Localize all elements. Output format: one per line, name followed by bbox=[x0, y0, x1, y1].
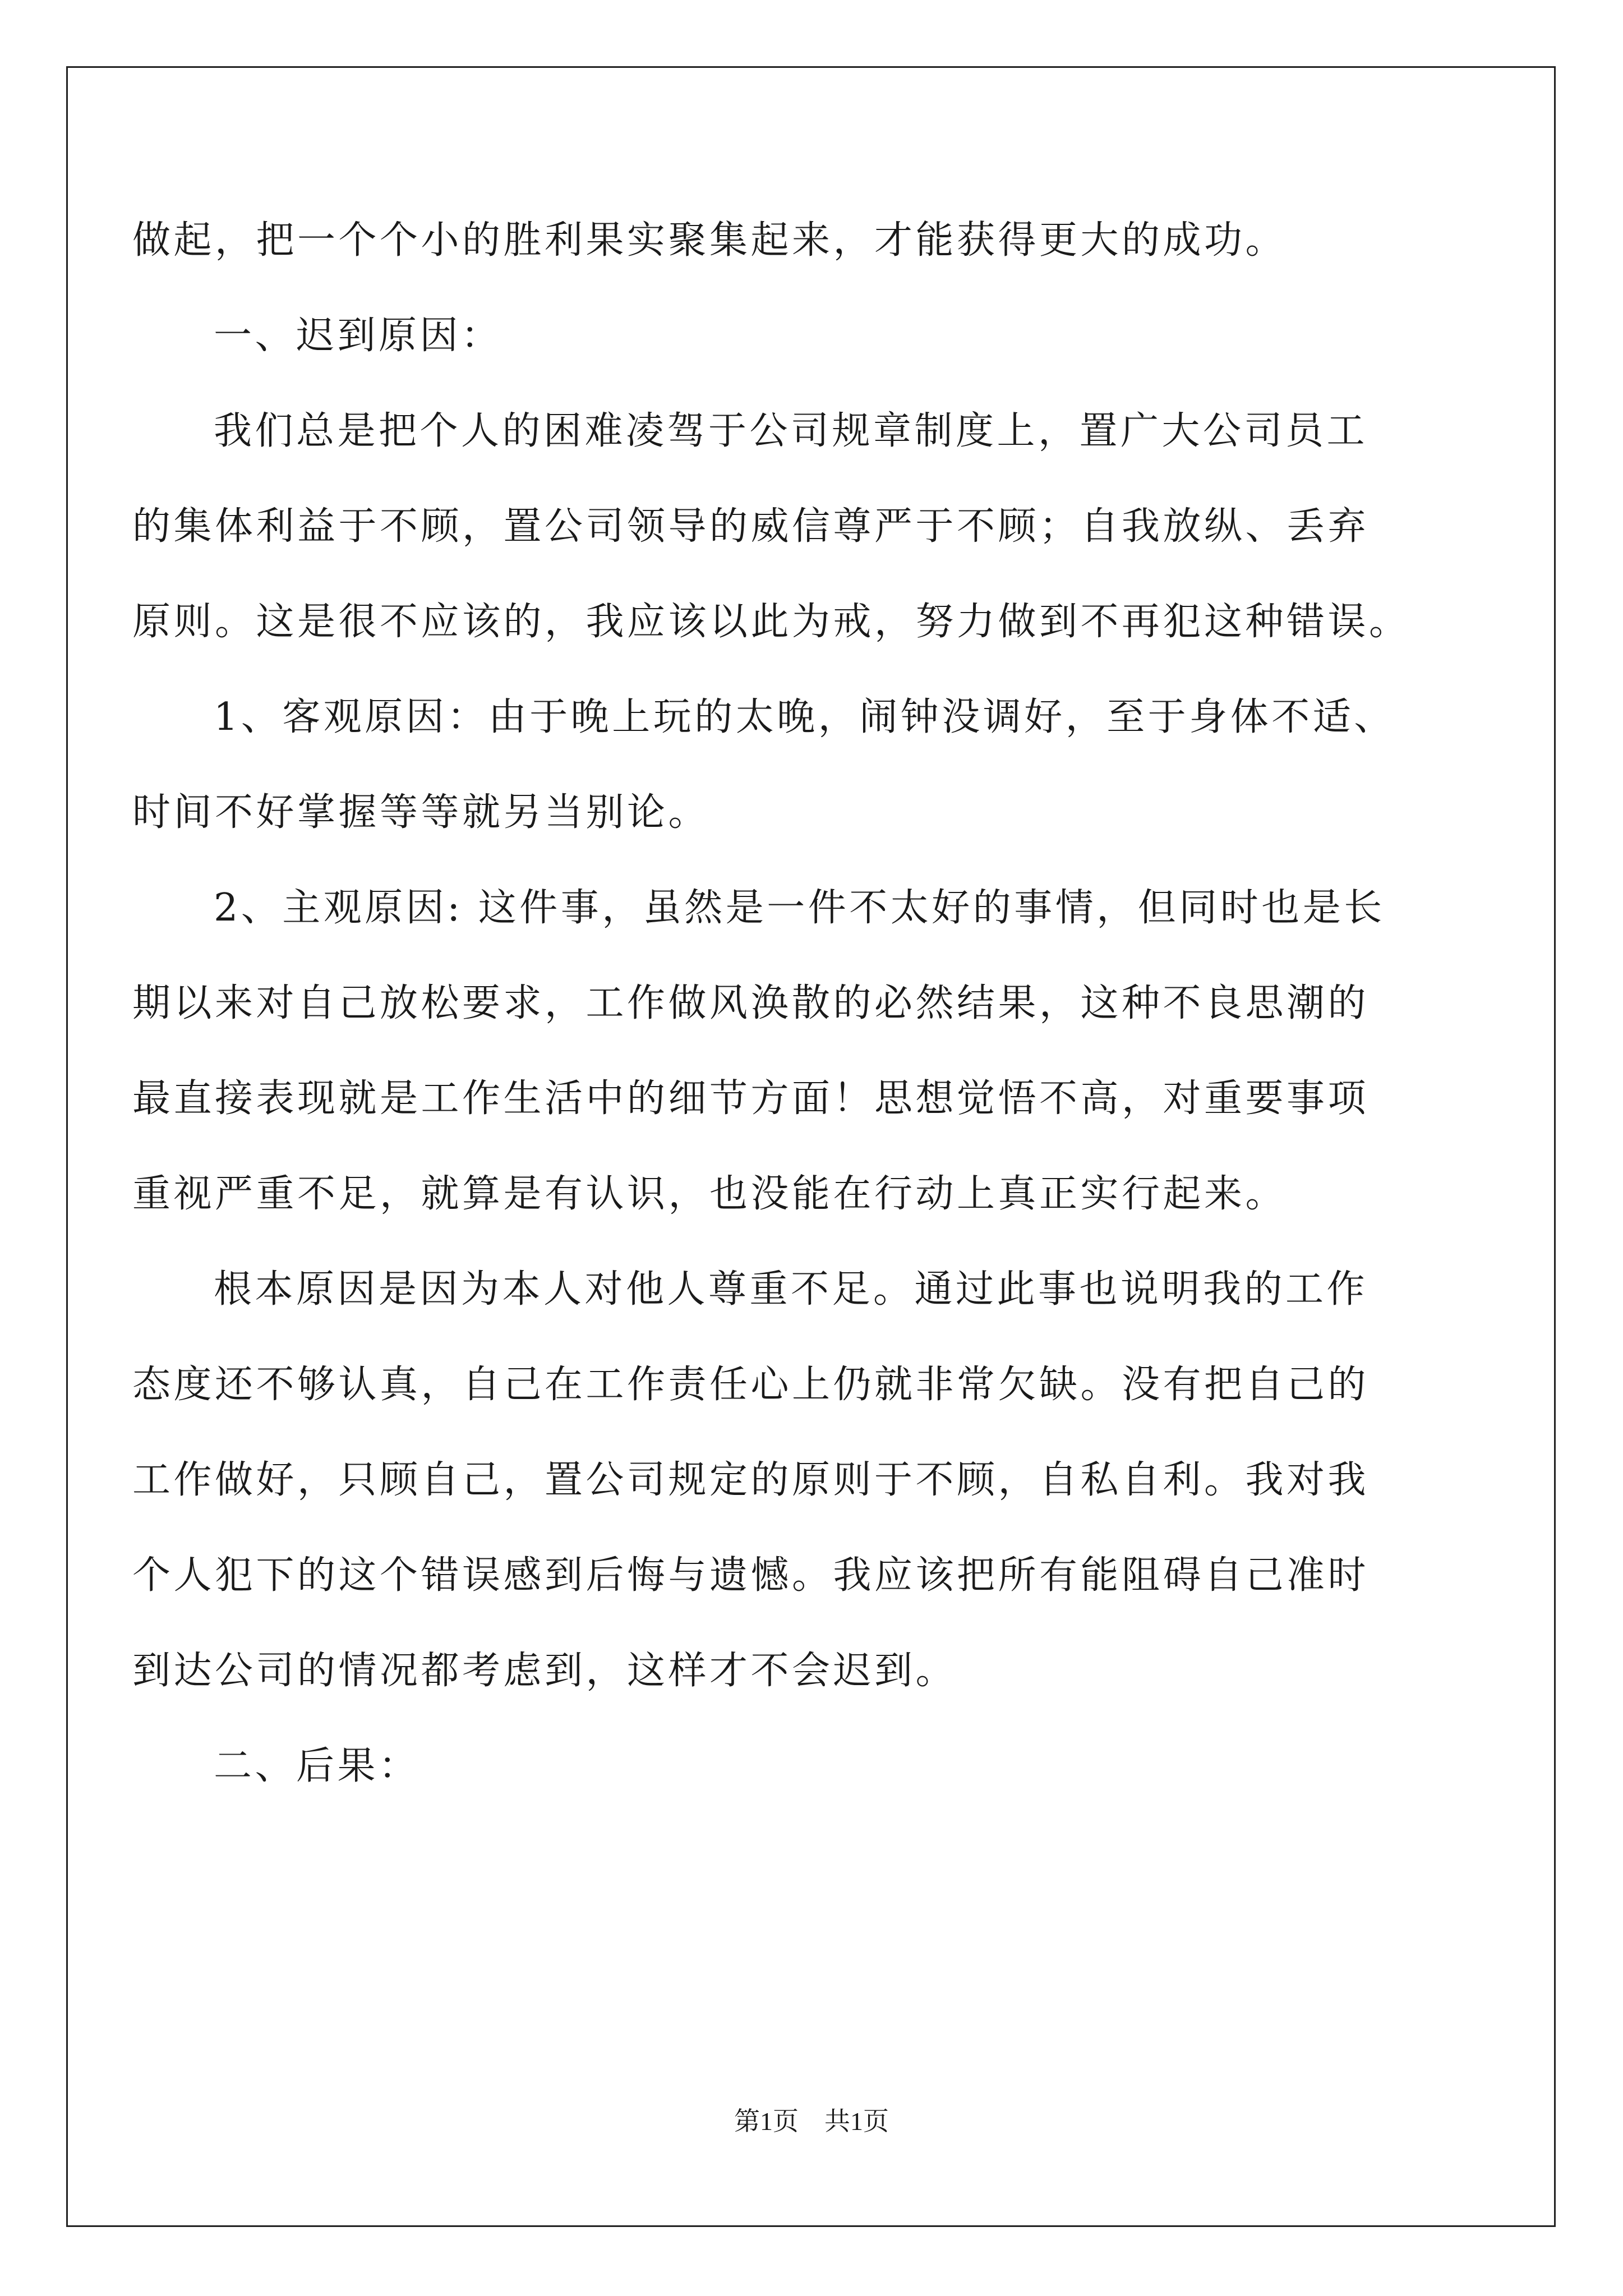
text-line: 个人犯下的这个错误感到后悔与遗憾。我应该把所有能阻碍自己准时 bbox=[132, 1553, 1370, 1598]
text-line: 2、主观原因: 这件事，虽然是一件不太好的事情，但同时也是长 bbox=[214, 886, 1385, 930]
text-line: 原则。这是很不应该的，我应该以此为戒，努力做到不再犯这种错误。 bbox=[132, 600, 1410, 644]
section-heading: 一、迟到原因： bbox=[214, 314, 502, 358]
page-border bbox=[66, 66, 1556, 2227]
text-line: 重视严重不足，就算是有认识，也没能在行动上真正实行起来。 bbox=[132, 1172, 1287, 1216]
text-line: 根本原因是因为本人对他人尊重不足。通过此事也说明我的工作 bbox=[214, 1267, 1368, 1312]
text-line: 我们总是把个人的困难凌驾于公司规章制度上，置广大公司员工 bbox=[214, 409, 1368, 453]
text-line: 做起，把一个个小的胜利果实聚集起来，才能获得更大的成功。 bbox=[132, 218, 1287, 263]
text-line: 到达公司的情况都考虑到，这样才不会迟到。 bbox=[132, 1649, 957, 1693]
text-line: 期以来对自己放松要求，工作做风涣散的必然结果，这种不良思潮的 bbox=[132, 981, 1370, 1025]
page-footer: 第1页 共1页 bbox=[734, 2107, 889, 2136]
text-line: 时间不好掌握等等就另当别论。 bbox=[132, 790, 710, 835]
text-line: 1、客观原因：由于晚上玩的太晚，闹钟没调好，至于身体不适、 bbox=[214, 695, 1395, 739]
section-heading: 二、后果： bbox=[214, 1744, 420, 1788]
text-line: 的集体利益于不顾，置公司领导的威信尊严于不顾；自我放纵、丢弃 bbox=[132, 504, 1370, 549]
text-line: 工作做好，只顾自己，置公司规定的原则于不顾，自私自利。我对我 bbox=[132, 1458, 1370, 1502]
text-line: 最直接表现就是工作生活中的细节方面！思想觉悟不高，对重要事项 bbox=[132, 1076, 1370, 1121]
text-line: 态度还不够认真，自己在工作责任心上仍就非常欠缺。没有把自己的 bbox=[132, 1363, 1370, 1407]
